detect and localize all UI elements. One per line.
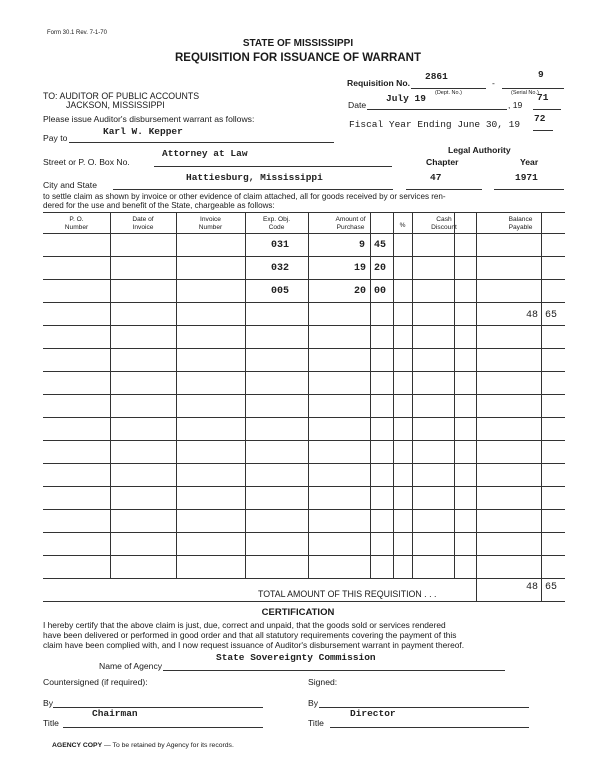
retain-text: — To be retained by Agency for its records. <box>102 742 234 749</box>
countersigned-label: Countersigned (if required): <box>43 677 148 687</box>
date-value: July 19 <box>386 93 426 104</box>
to-line-1: TO: AUDITOR OF PUBLIC ACCOUNTS <box>43 91 200 101</box>
requisition-dept-no: 2861 <box>425 71 448 82</box>
city-label: City and State <box>43 180 97 190</box>
date-year-line <box>533 109 561 110</box>
by-line-left <box>53 707 263 708</box>
fiscal-year-line <box>533 130 553 131</box>
total-cents: 65 <box>545 582 558 593</box>
header-invoice-number: Invoice Number <box>198 216 223 231</box>
by-label-right: By <box>308 698 319 708</box>
certification-text-2: have been delivered or performed in good order and that all statutory requirements covering the payment of this <box>43 630 457 640</box>
footer-note <box>52 742 234 749</box>
row-2-amount-dollars: 19 <box>353 263 366 274</box>
title-left-value: Chairman <box>92 708 138 719</box>
legal-authority-title: Legal Authority <box>448 145 511 155</box>
requisition-label: Requisition No. <box>347 78 411 88</box>
certification-text-1: I hereby certify that the above claim is just, due, correct and unpaid, that the goods sold or services rendered <box>43 620 446 630</box>
header-percent: % <box>399 222 406 229</box>
row-3-amount-cents: 00 <box>374 286 387 297</box>
row-1-amount-dollars: 9 <box>358 240 365 251</box>
pay-to-value: Karl W. Kepper <box>103 126 183 137</box>
header-amount-of-purchase: Amount of Purchase <box>335 216 366 231</box>
chapter-value: 47 <box>430 172 442 183</box>
certification-title: CERTIFICATION <box>261 607 335 618</box>
title-line-left <box>63 727 263 728</box>
title-right-value: Director <box>350 708 396 719</box>
requisition-dash: - <box>492 78 495 88</box>
requisition-serial-line <box>502 88 564 89</box>
total-dollars: 48 <box>525 582 538 593</box>
header-date-of-invoice: Date of Invoice <box>132 216 154 231</box>
chapter-label: Chapter <box>426 157 459 167</box>
dept-no-caption: (Dept. No.) <box>435 90 462 96</box>
pay-to-label: Pay to <box>43 133 68 143</box>
certification-text-3: claim have been complied with, and I now request issuance of Auditor's disbursement warrant in payment thereof. <box>43 640 465 650</box>
date-year-prefix: , 19 <box>508 100 523 110</box>
street-value: Attorney at Law <box>162 148 248 159</box>
agency-value: State Sovereignty Commission <box>216 652 376 663</box>
requisition-dept-line <box>411 88 486 89</box>
balance-dollars: 48 <box>525 310 538 321</box>
header-balance-payable: Balance Payable <box>508 216 533 231</box>
date-line <box>367 109 507 110</box>
total-label: TOTAL AMOUNT OF THIS REQUISITION . . . <box>258 589 437 599</box>
signed-label: Signed: <box>308 677 338 687</box>
title-label-left: Title <box>43 718 59 728</box>
fiscal-year-label: Fiscal Year Ending June 30, 19 <box>349 119 521 130</box>
requisition-serial-no: 9 <box>538 69 544 80</box>
date-year-value: 71 <box>537 92 549 103</box>
street-line <box>154 166 392 167</box>
settle-text-1: to settle claim as shown by invoice or other evidence of claim attached, all for goods received by or services ren- <box>43 192 446 201</box>
chapter-line <box>406 189 482 190</box>
city-line <box>113 189 393 190</box>
fiscal-year-value: 72 <box>534 113 546 124</box>
row-3-amount-dollars: 20 <box>353 286 366 297</box>
balance-cents: 65 <box>545 310 558 321</box>
instruction-text: Please issue Auditor's disbursement warrant as follows: <box>43 114 255 124</box>
agency-line <box>163 670 505 671</box>
serial-no-caption: (Serial No.) <box>511 90 539 96</box>
year-line <box>494 189 564 190</box>
pay-to-line <box>69 142 334 143</box>
row-3-exp-code: 005 <box>271 286 290 297</box>
row-2-amount-cents: 20 <box>374 263 387 274</box>
agency-copy-label: AGENCY COPY <box>52 742 103 749</box>
street-label: Street or P. O. Box No. <box>43 157 130 167</box>
city-value: Hattiesburg, Mississippi <box>186 172 323 183</box>
header-exp-obj-code: Exp. Obj. Code <box>262 216 291 231</box>
row-1-exp-code: 031 <box>271 240 290 251</box>
year-value: 1971 <box>515 172 538 183</box>
row-2-exp-code: 032 <box>271 263 290 274</box>
by-label-left: By <box>43 698 54 708</box>
to-line-2: JACKSON, MISSISSIPPI <box>66 100 165 110</box>
year-label: Year <box>520 157 539 167</box>
date-label: Date <box>348 100 367 110</box>
title-line-right <box>330 727 529 728</box>
row-1-amount-cents: 45 <box>374 240 387 251</box>
form-number: Form 30.1 Rev. 7-1-70 <box>47 30 107 36</box>
agency-label: Name of Agency <box>99 661 163 671</box>
settle-text-2: dered for the use and benefit of the State, chargeable as follows: <box>43 201 275 210</box>
title-label-right: Title <box>308 718 324 728</box>
header-cash-discount: Cash Discount <box>431 216 457 231</box>
state-heading: STATE OF MISSISSIPPI <box>242 38 354 49</box>
header-po-number: P. O. Number <box>64 216 89 231</box>
form-title: REQUISITION FOR ISSUANCE OF WARRANT <box>175 52 421 64</box>
